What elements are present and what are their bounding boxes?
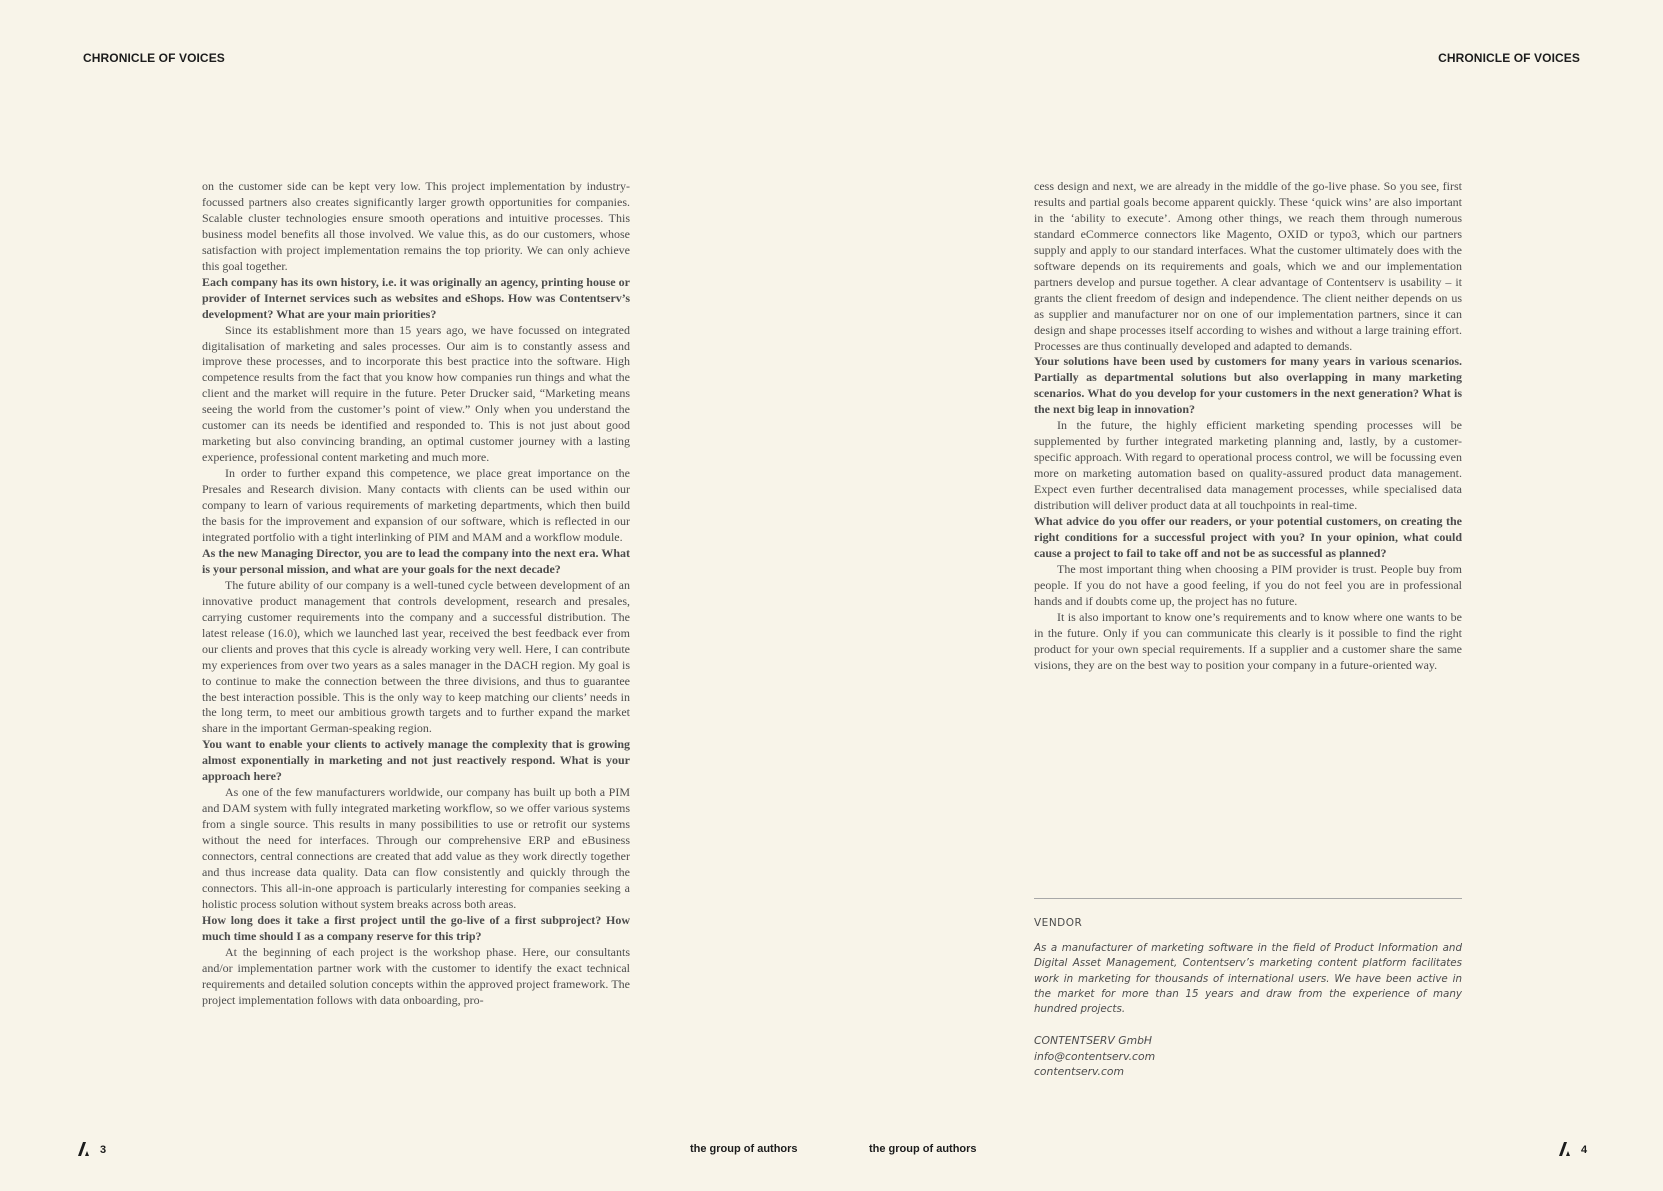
interview-answer: The future ability of our company is a well-tuned cycle between development of an innovative product management that controls development, research and presales, carrying customer requirements into the company and a successful distribution. The latest release (16.0), which we launched last year, received the best feedback ever from our clients and proves that this cycle is already working very well. Here, I can contribute my experiences from over two years as a sales manager in the DACH region. My goal is to continue to make the connection between the three divisions, and thus to guarantee the best interaction possible. This is the only way to keep matching our clients’ needs in the long term, to meet our ambitious growth targets and to further expand the market share in the important German-speaking region. (202, 577, 630, 736)
vendor-description: As a manufacturer of marketing software in the field of Product Information and Digital Asset Management, Contentserv’s marketing content platform facilitates work in marketing for thousands of international users. We have been active in the market for more than 15 years and draw from the experience of many hundred projects. (1034, 942, 1462, 1016)
vendor-email[interactable]: info@contentserv.com (1034, 1049, 1156, 1063)
interview-question: How long does it take a first project until the go-live of a first subproject? How much time should I as a company reserve for this trip? (202, 912, 630, 943)
footer-credit-left: the group of authors (690, 1143, 798, 1155)
interview-answer: Since its establishment more than 15 years ago, we have focussed on integrated digitalisation of marketing and sales processes. Our aim is to constantly assess and improve these processes, and to incorporate this best practice into the software. High competence results from the fact that you know how companies run things and what the client and the market will require in the future. Peter Drucker said, “Marketing means seeing the world from the customer’s point of view.” Only when you understand the customer can its needs be identified and responded to. This is not just about good marketing but also convincing branding, an optimal customer journey with a lasting experience, professional content marketing and much more. (202, 322, 630, 465)
interview-answer: It is also important to know one’s requirements and to know where one wants to be in the future. Only if you can communicate this clearly is it possible to find the right product for your own special requirements. If a supplier and a customer share the same visions, they are on the best way to position your company in a future-oriented way. (1034, 609, 1462, 672)
interview-answer: The most important thing when choosing a PIM provider is trust. People buy from people. If you do not have a good feeling, if you do not feel you are in professional hands and if doubts come up, the project has no future. (1034, 561, 1462, 608)
paragraph-continued: on the customer side can be kept very low. This project implementation by industry-focussed partners also creates significantly larger growth opportunities for companies. Scalable cluster technologies ensure smooth operations and intuitive processes. This business model benefits all those involved. We value this, as do our customers, whose satisfaction with project implementation remains the top priority. We can only achieve this goal together. (202, 179, 630, 273)
running-header-left: CHRONICLE OF VOICES (83, 51, 225, 65)
vendor-company: CONTENTSERV GmbH (1034, 1034, 1153, 1048)
interview-question: As the new Managing Director, you are to lead the company into the next era. What is your personal mission, and what are your goals for the next decade? (202, 545, 630, 576)
vendor-website[interactable]: contentserv.com (1034, 1065, 1125, 1079)
interview-question: What advice do you offer our readers, or your potential customers, on creating the right conditions for a successful project with you? In your opinion, what could cause a project to fail to take off and not be as successful as planned? (1034, 514, 1462, 560)
interview-answer: In order to further expand this competence, we place great importance on the Presales and Research division. Many contacts with clients can be used within our company to learn of various requirements of marketing departments, which then build the basis for the improvement and expansion of our software, which is reflected in our integrated portfolio with a tight interlinking of PIM and MAM and a workflow module. (202, 466, 630, 544)
article-column-right (1034, 179, 1462, 674)
paragraph-continued: cess design and next, we are already in the middle of the go-live phase. So you see, first results and partial goals become apparent quickly. These ‘quick wins’ are also important in the ‘ability to execute’. Among other things, we reach them through numerous standard eCommerce connectors like Magento, OXID or typo3, which our partners supply and apply to our standard interfaces. What the customer ultimately does with the software depends on its requirements and goals, which we and our implementation partners develop and pursue together. A clear advantage of Contentserv is usability – it grants the client freedom of design and independence. The client neither depends on us as supplier and manufacturer nor on one of our implementation partners, since it can design and shape processes itself according to wishes and without a large training effort. Processes are thus continually developed and adapted to demands. (1034, 179, 1462, 353)
page-number-right: 4 (1581, 1144, 1588, 1156)
interview-question: You want to enable your clients to actively manage the complexity that is growing almost exponentially in marketing and not just reactively respond. What is your approach here? (202, 737, 630, 784)
running-header-right: CHRONICLE OF VOICES (1438, 51, 1580, 65)
interview-answer: As one of the few manufacturers worldwide, our company has built up both a PIM and DAM system with fully integrated marketing workflow, so we offer various systems from a single source. This results in many possibilities to use or retrofit our systems without the need for interfaces. Through our comprehensive ERP and eBusiness connectors, central connections are created that add value as they work directly together and thus increase data quality. Data can flow consistently and quickly through the connectors. This all-in-one approach is particularly interesting for companies seeking a holistic process solution without system breaks across both areas. (202, 785, 630, 911)
a-slash-logo-icon (75, 1141, 91, 1157)
footer-credit-right: the group of authors (869, 1143, 977, 1155)
vendor-label: VENDOR (1034, 917, 1083, 929)
interview-answer: In the future, the highly efficient marketing spending processes will be supplemented by further integrated marketing planning and, lastly, by a customer-specific approach. With regard to operational process control, we will be focussing even more on marketing automation based on quality-assured product data management. Expect even further decentralised data management processes, while specialised data distribution will deliver product data at all touchpoints in real-time. (1034, 418, 1462, 513)
interview-question: Your solutions have been used by customers for many years in various scenarios. Partially as departmental solutions but also overlapping in many marketing scenarios. What do you develop for your customers in the next generation? What is the next big leap in innovation? (1034, 354, 1462, 417)
vendor-box (1034, 898, 1462, 1079)
interview-answer: At the beginning of each project is the workshop phase. Here, our consultants and/or implementation partner work with the customer to identify the exact technical requirements and detailed solution concepts within the approved project framework. The project implementation follows with data onboarding, pro- (202, 944, 630, 1007)
interview-question: Each company has its own history, i.e. it was originally an agency, printing house or provider of Internet services such as websites and eShops. How was Contentserv’s development? What are your main priorities? (202, 274, 630, 321)
a-slash-logo-icon (1556, 1141, 1572, 1157)
page-number-left: 3 (100, 1144, 107, 1156)
article-column-left (202, 179, 630, 1009)
